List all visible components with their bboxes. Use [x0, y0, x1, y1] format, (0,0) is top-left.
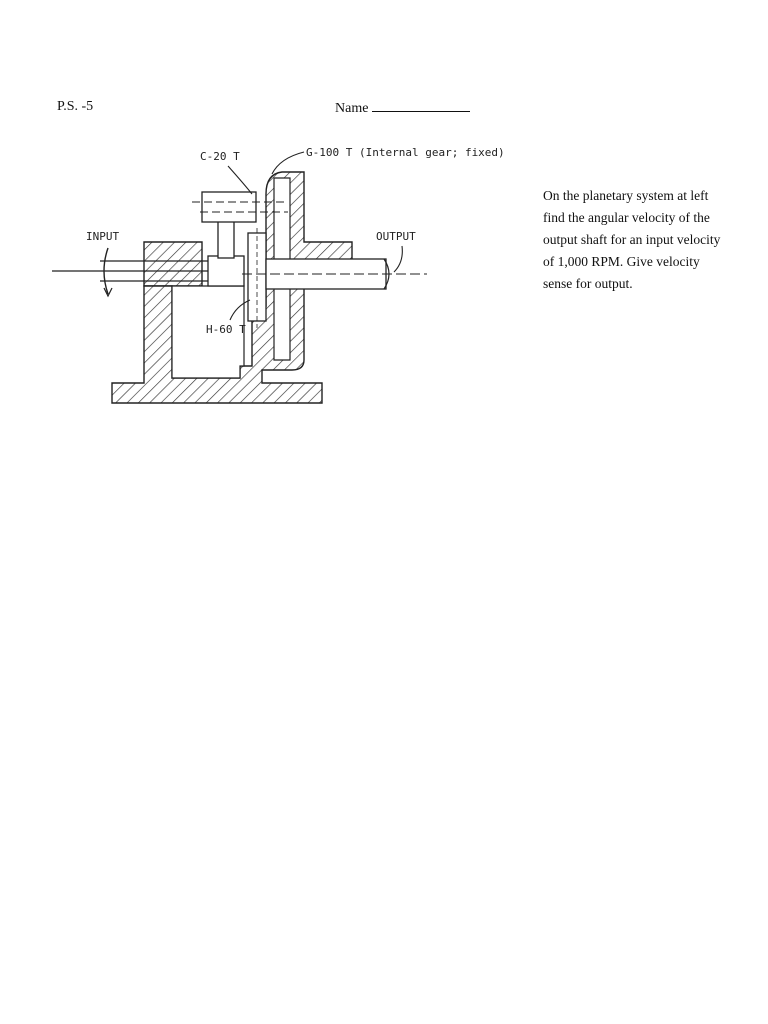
problem-set-number: P.S. -5 [57, 99, 94, 114]
label-g: G-100 T (Internal gear; fixed) [306, 146, 505, 159]
label-c: C-20 T [200, 150, 240, 163]
problem-statement: On the planetary system at left find the angular velocity of the output shaft for an input velocity of 1,000 RPM. Give velocity sense for output. [543, 188, 721, 291]
planet-block [202, 192, 256, 222]
label-output: OUTPUT [376, 230, 416, 243]
housing-left-flange [144, 242, 202, 286]
name-label: Name [335, 101, 369, 116]
label-h: H-60 T [206, 323, 246, 336]
planetary-gear-diagram [52, 138, 532, 413]
name-field [335, 98, 470, 118]
label-input: INPUT [86, 230, 120, 243]
name-blank-line [372, 98, 470, 112]
carrier-hub [208, 256, 244, 286]
